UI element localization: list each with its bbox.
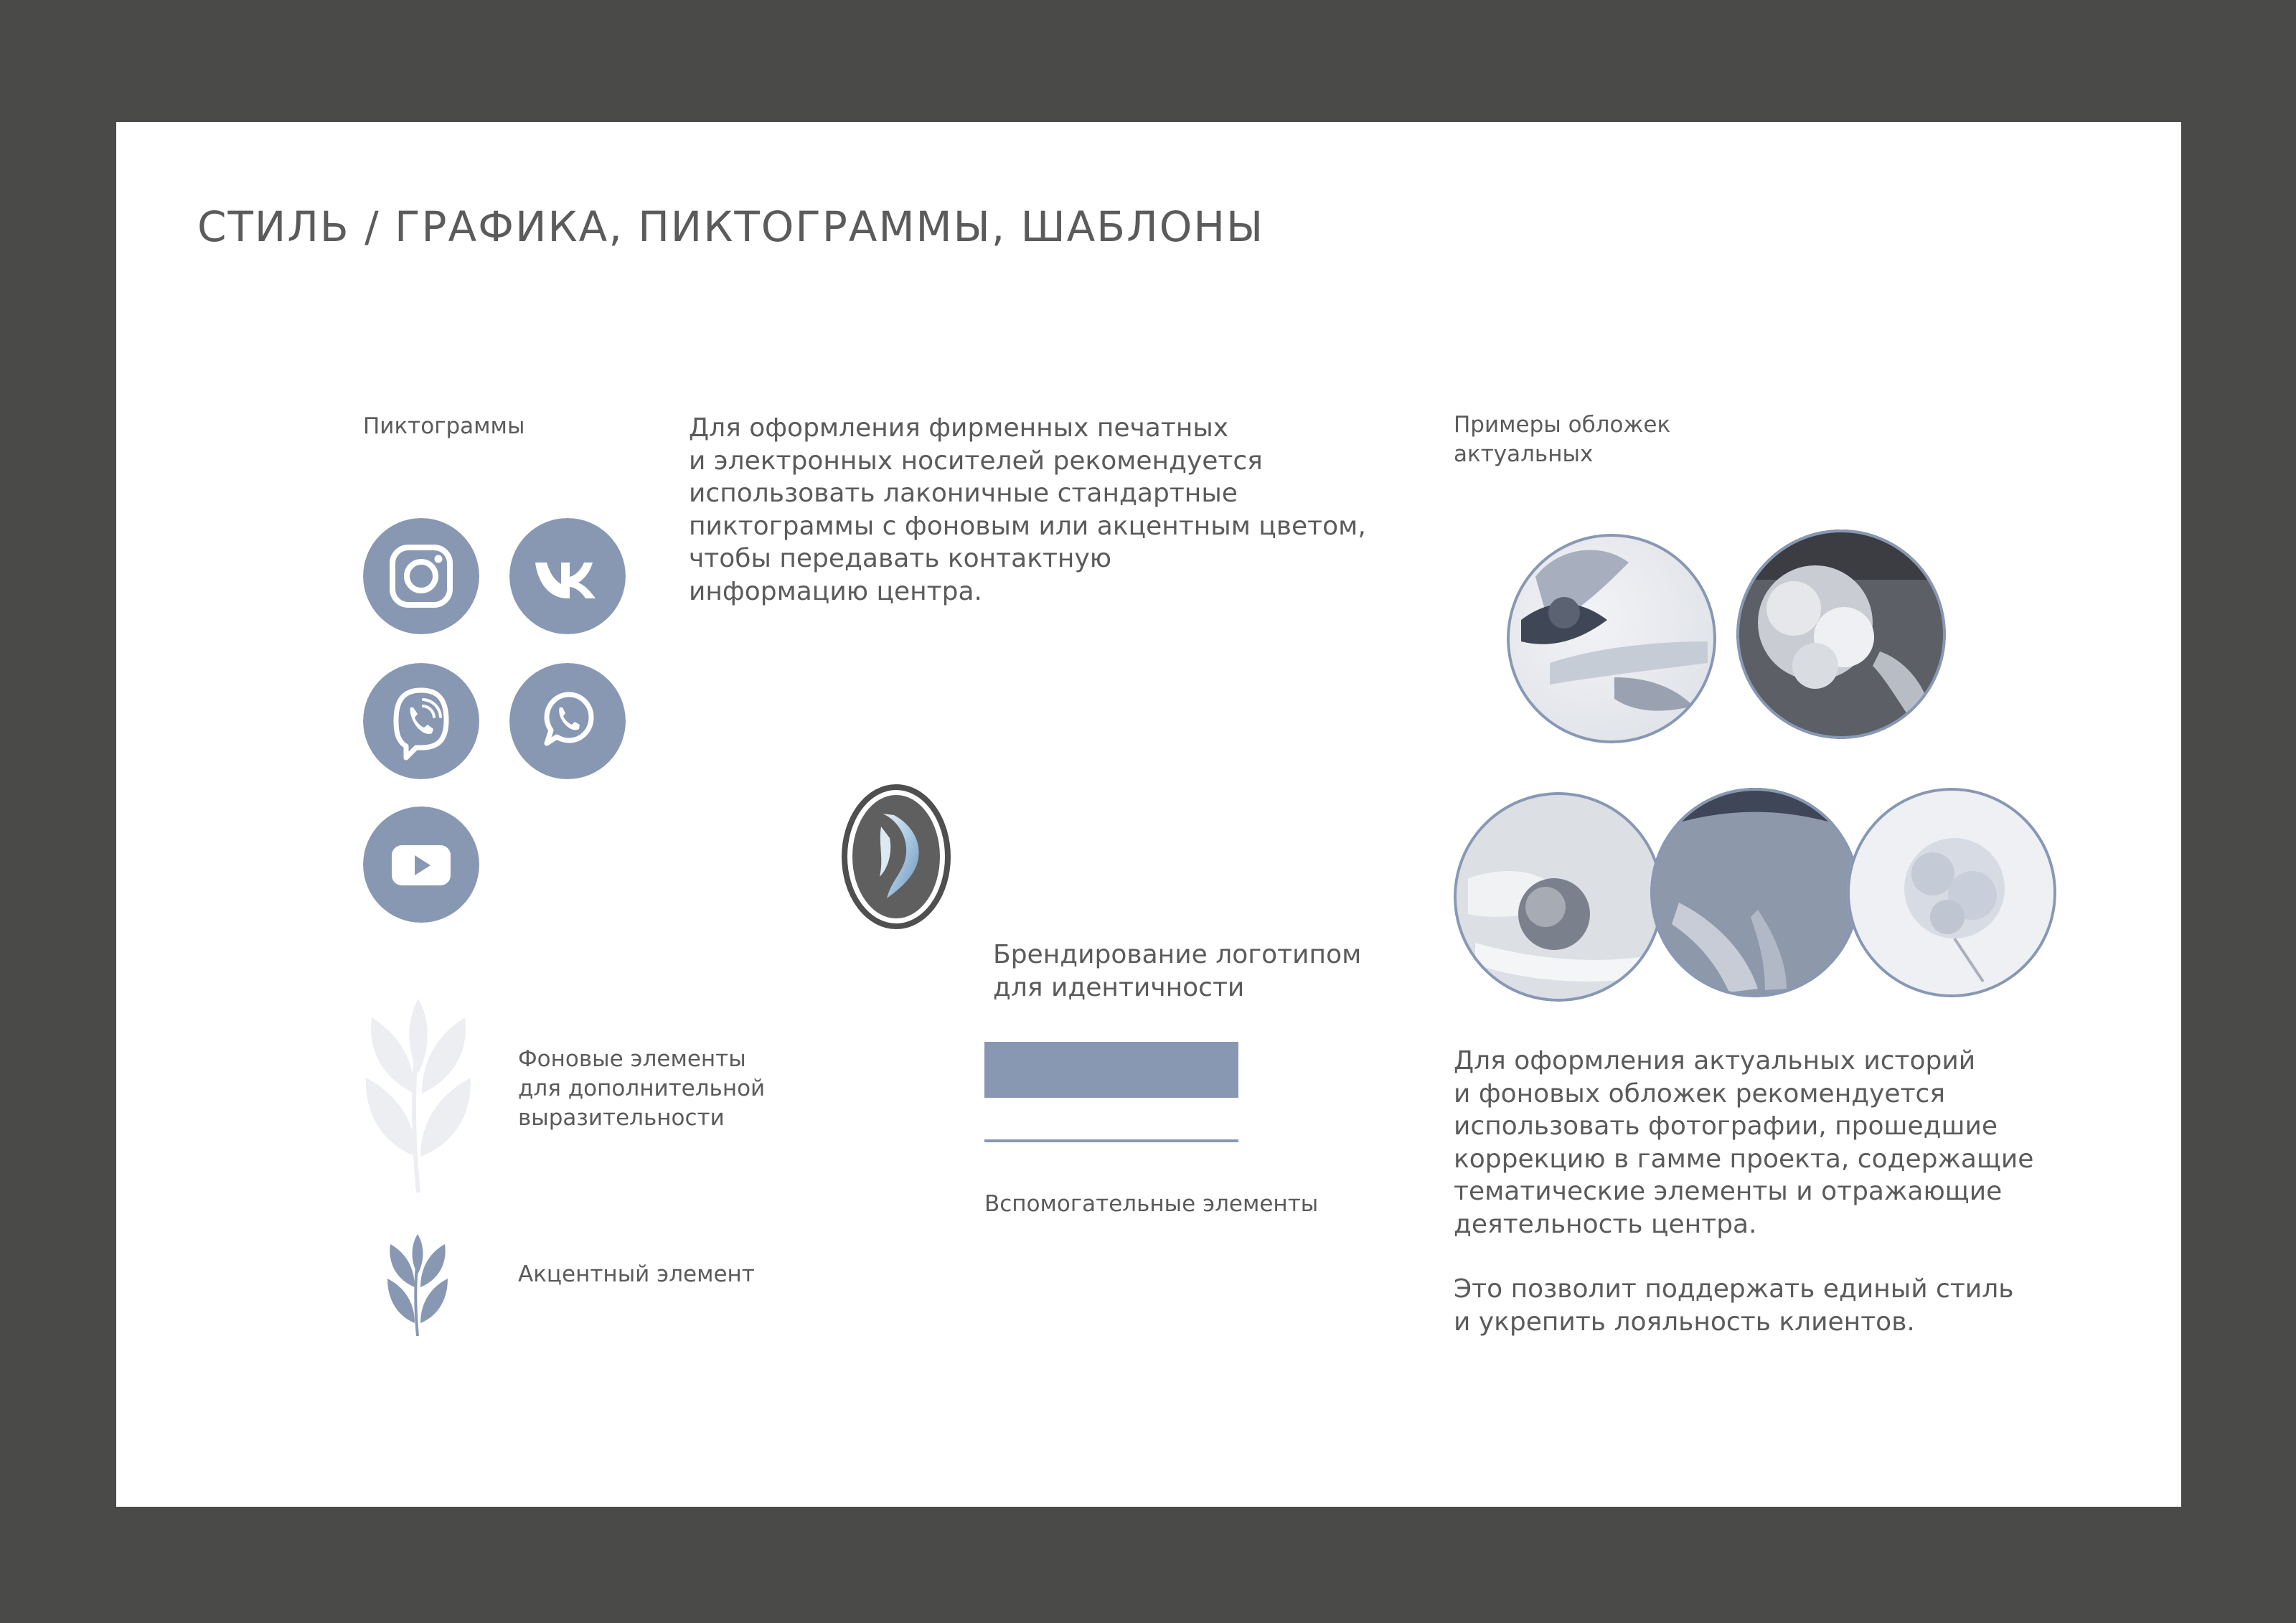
cover-photo-flowers-feet[interactable] xyxy=(1507,534,1716,743)
youtube-icon[interactable] xyxy=(363,806,479,923)
cover-photo-gypsophila[interactable] xyxy=(1736,530,1946,739)
auxiliary-line xyxy=(984,1139,1238,1142)
cover-photo-hydrangea[interactable] xyxy=(1847,788,2056,997)
cover-photo-flower-hands[interactable] xyxy=(1454,792,1663,1002)
instagram-icon[interactable] xyxy=(363,518,479,634)
viber-icon[interactable] xyxy=(363,663,479,779)
cover-photo-water-feet[interactable] xyxy=(1650,788,1860,997)
page-title: СТИЛЬ / ГРАФИКА, ПИКТОГРАММЫ, ШАБЛОНЫ xyxy=(197,202,1265,251)
auxiliary-bar xyxy=(984,1042,1238,1098)
covers-label: Примеры обложек актуальных xyxy=(1454,412,1671,467)
accent-leaf-icon xyxy=(383,1234,452,1337)
accent-element-caption: Акцентный элемент xyxy=(518,1261,755,1287)
whatsapp-icon[interactable] xyxy=(509,663,626,779)
background-leaf-element xyxy=(359,999,478,1194)
logo-caption: Брендирование логотипом для идентичности xyxy=(993,940,1362,1002)
pictograms-label: Пиктограммы xyxy=(363,413,525,439)
pictograms-description: Для оформления фирменных печатных и электронных носителей рекомендуется использовать лаконичные стандартные пиктограммы с фоновым или акцентным цветом, чтобы передавать контактную информацию центра. xyxy=(689,413,1366,606)
brand-logo xyxy=(841,784,951,930)
covers-description: Для оформления актуальных историй и фоновых обложек рекомендуется использовать фотографии, прошедшие коррекцию в гамме проекта, содержащие тематические элементы и отражающие деятельность центра. xyxy=(1454,1046,2034,1239)
covers-note: Это позволит поддержать единый стиль и укрепить лояльность клиентов. xyxy=(1454,1274,2014,1337)
auxiliary-elements-caption: Вспомогательные элементы xyxy=(984,1191,1319,1217)
slide-page xyxy=(116,122,2181,1507)
vk-icon[interactable] xyxy=(509,518,626,634)
background-elements-caption: Фоновые элементы для дополнительной выразительности xyxy=(518,1046,766,1131)
